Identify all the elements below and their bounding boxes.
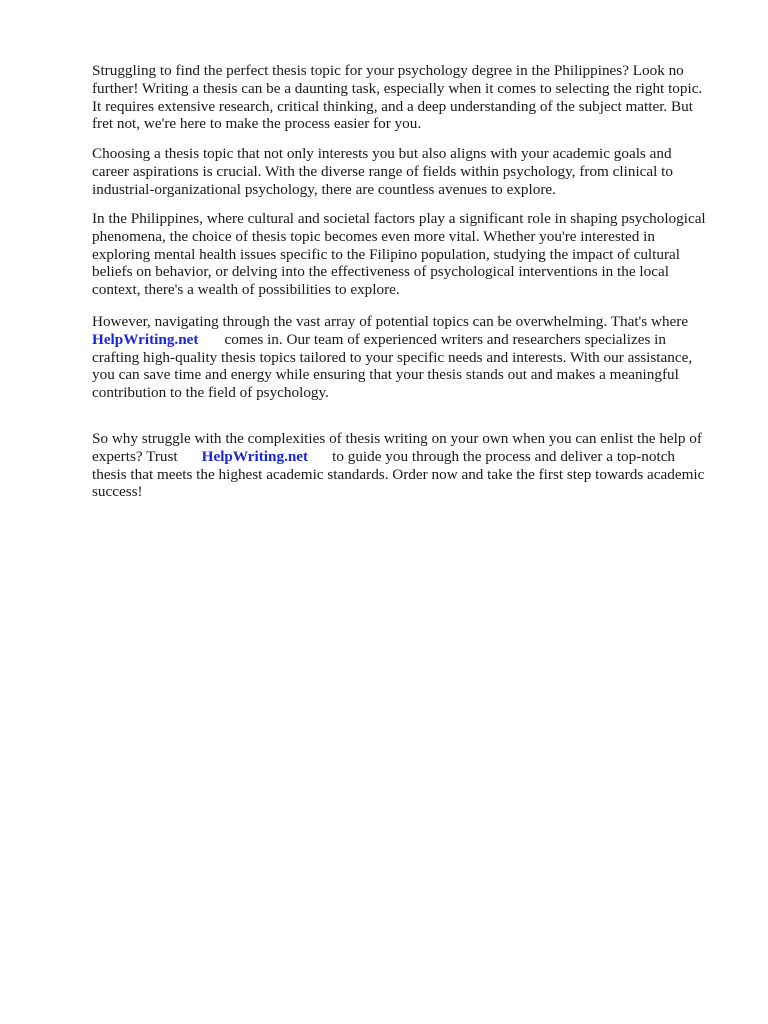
- paragraph-philippines-context: [92, 210, 732, 299]
- text-line: So why struggle with the complexities of thesis writing on your own when you can enlist the help of: [92, 430, 702, 447]
- paragraph-helpwriting-intro: [92, 313, 732, 402]
- helpwriting-link[interactable]: HelpWriting.net: [92, 330, 199, 348]
- text-line: success!: [92, 483, 143, 501]
- text-fragment: to guide you through the process and deliver a top-notch: [332, 447, 676, 465]
- text-line: Choosing a thesis topic that not only interests you but also aligns with your academic goals and: [92, 145, 672, 162]
- helpwriting-link[interactable]: HelpWriting.net: [201, 447, 309, 465]
- text-line: further! Writing a thesis can be a daunting task, especially when it comes to selecting the right topic.: [92, 79, 703, 97]
- paragraph-choosing-topic: [92, 145, 732, 198]
- text-line: [92, 331, 732, 349]
- text-line: exploring mental health issues specific to the Filipino population, studying the impact of cultural: [92, 245, 680, 263]
- text-line: beliefs on behavior, or delving into the effectiveness of psychological interventions in the local: [92, 263, 669, 281]
- paragraph-intro: [92, 62, 732, 133]
- text-line: crafting high-quality thesis topics tailored to your specific needs and interests. With our assistance,: [92, 348, 693, 366]
- text-line: context, there's a wealth of possibilities to explore.: [92, 281, 400, 299]
- text-line: contribution to the field of psychology.: [92, 384, 329, 402]
- text-line: you can save time and energy while ensuring that your thesis stands out and makes a meaningful: [92, 366, 679, 384]
- paragraph-call-to-action: [92, 430, 732, 501]
- text-line: industrial-organizational psychology, there are countless avenues to explore.: [92, 180, 556, 198]
- text-line: phenomena, the choice of thesis topic becomes even more vital. Whether you're interested in: [92, 227, 655, 245]
- text-line: Struggling to find the perfect thesis topic for your psychology degree in the Philippines? Look no: [92, 62, 684, 79]
- text-line: It requires extensive research, critical thinking, and a deep understanding of the subject matter. But: [92, 97, 693, 115]
- text-fragment: comes in. Our team of experienced writers and researchers specializes in: [224, 330, 666, 348]
- text-fragment: experts? Trust: [92, 447, 178, 465]
- text-line: thesis that meets the highest academic standards. Order now and take the first step towards academic: [92, 465, 705, 483]
- text-line: career aspirations is crucial. With the diverse range of fields within psychology, from clinical to: [92, 162, 673, 180]
- text-line: fret not, we're here to make the process easier for you.: [92, 115, 422, 133]
- text-line: However, navigating through the vast array of potential topics can be overwhelming. That's where: [92, 313, 689, 330]
- text-line: [92, 448, 732, 466]
- text-line: In the Philippines, where cultural and societal factors play a significant role in shaping psychological: [92, 210, 706, 227]
